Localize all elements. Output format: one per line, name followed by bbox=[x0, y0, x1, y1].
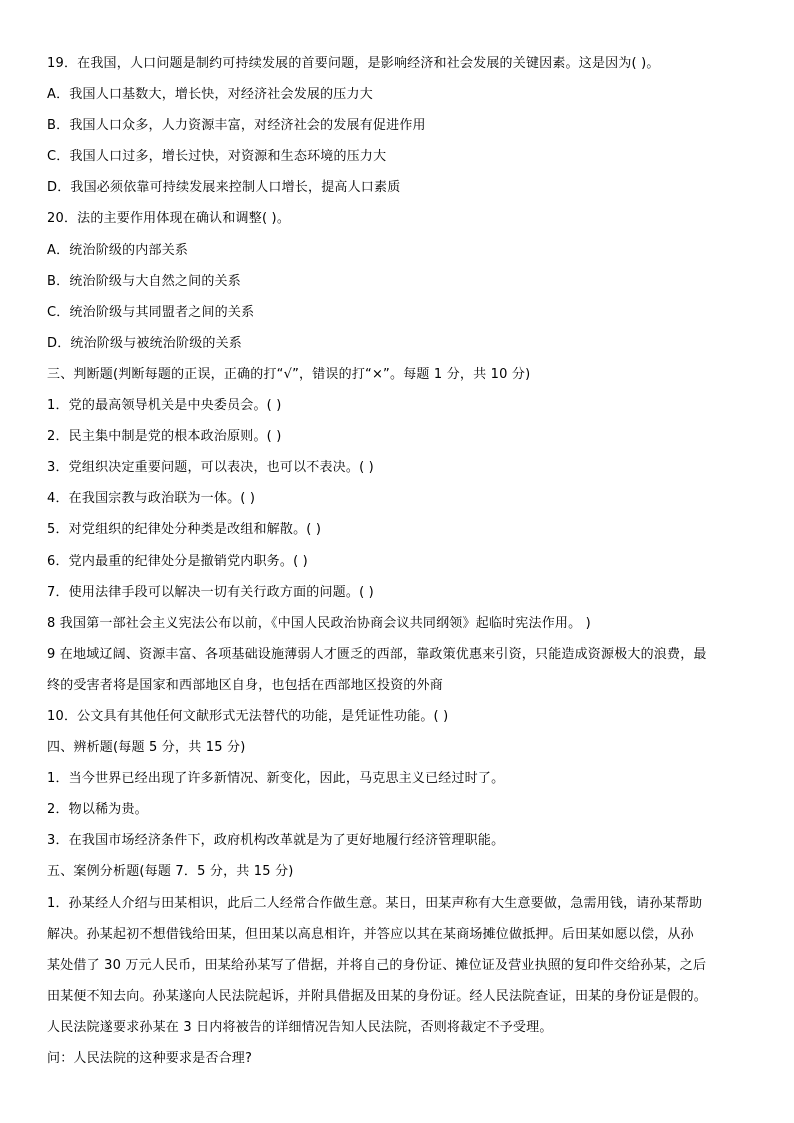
text-line: B．我国人口众多，人力资源丰富，对经济社会的发展有促进作用 bbox=[47, 118, 426, 134]
text-line: 10．公文具有其他任何文献形式无法替代的功能，是凭证性功能。( ) bbox=[47, 708, 449, 724]
text-line: 8 我国第一部社会主义宪法公布以前，《中国人民政治协商会议共同纲领》起临时宪法作用。 ) bbox=[47, 615, 591, 631]
text-line: C．统治阶级与其同盟者之间的关系 bbox=[47, 304, 255, 320]
text-line: 6．党内最重的纪律处分是撤销党内职务。( ) bbox=[47, 553, 308, 569]
text-line: A．统治阶级的内部关系 bbox=[47, 242, 189, 258]
text-line: 人民法院遂要求孙某在 3 日内将被告的详细情况告知人民法院，否则将裁定不予受理。 bbox=[47, 1019, 553, 1035]
text-line: 田某便不知去向。孙某遂向人民法院起诉，并附具借据及田某的身份证。经人民法院查证，田某的身份证是假的。 bbox=[47, 988, 708, 1004]
text-line: 3．在我国市场经济条件下，政府机构改革就是为了更好地履行经济管理职能。 bbox=[47, 833, 505, 849]
text-line: 1．党的最高领导机关是中央委员会。( ) bbox=[47, 398, 282, 414]
text-line: C．我国人口过多，增长过快，对资源和生态环境的压力大 bbox=[47, 149, 387, 165]
text-line: 7．使用法律手段可以解决一切有关行政方面的问题。( ) bbox=[47, 584, 374, 600]
text-line: 4．在我国宗教与政治联为一体。( ) bbox=[47, 491, 256, 507]
text-line: 2．物以稀为贵。 bbox=[47, 802, 148, 818]
text-line: 终的受害者将是国家和西部地区自身，也包括在西部地区投资的外商 bbox=[47, 677, 444, 693]
text-line: 三、判断题(判断每题的正误，正确的打“√”，错误的打“×”。每题 1 分，共 10 分) bbox=[47, 366, 531, 382]
text-line: 某处借了 30 万元人民币，田某给孙某写了借据，并将自己的身份证、摊位证及营业执照的复印件交给孙某，之后 bbox=[47, 957, 707, 973]
text-line: 19．在我国，人口问题是制约可持续发展的首要问题，是影响经济和社会发展的关键因素。这是因为( )。 bbox=[47, 56, 660, 71]
text-line: D．我国必须依靠可持续发展来控制人口增长，提高人口素质 bbox=[47, 180, 401, 196]
text-line: D．统治阶级与被统治阶级的关系 bbox=[47, 335, 243, 351]
text-line: 5．对党组织的纪律处分种类是改组和解散。( ) bbox=[47, 522, 322, 538]
text-line: 3．党组织决定重要问题，可以表决，也可以不表决。( ) bbox=[47, 460, 374, 476]
text-line: 1．孙某经人介绍与田某相识，此后二人经常合作做生意。某日，田某声称有大生意要做，急需用钱，请孙某帮助 bbox=[47, 895, 703, 911]
text-line: 四、辨析题(每题 5 分，共 15 分) bbox=[47, 740, 246, 756]
text-line: 解决。孙某起初不想借钱给田某，但田某以高息相许，并答应以其在某商场摊位做抵押。后田某如愿以偿，从孙 bbox=[47, 926, 694, 942]
text-line: A．我国人口基数大，增长快，对经济社会发展的压力大 bbox=[47, 87, 373, 103]
text-line: 五、案例分析题(每题 7．5 分，共 15 分) bbox=[47, 864, 294, 880]
text-line: 问：人民法院的这种要求是否合理? bbox=[47, 1051, 253, 1066]
text-line: 20．法的主要作用体现在确认和调整( )。 bbox=[47, 211, 291, 227]
text-line: B．统治阶级与大自然之间的关系 bbox=[47, 273, 241, 289]
text-line: 1．当今世界已经出现了许多新情况、新变化，因此，马克思主义已经过时了。 bbox=[47, 771, 505, 787]
text-line: 2．民主集中制是党的根本政治原则。( ) bbox=[47, 429, 282, 445]
document-page bbox=[47, 56, 757, 1082]
text-line: 9 在地域辽阔、资源丰富、各项基础设施薄弱人才匮乏的西部，靠政策优惠来引资，只能造成资源极大的浪费，最 bbox=[47, 646, 707, 662]
